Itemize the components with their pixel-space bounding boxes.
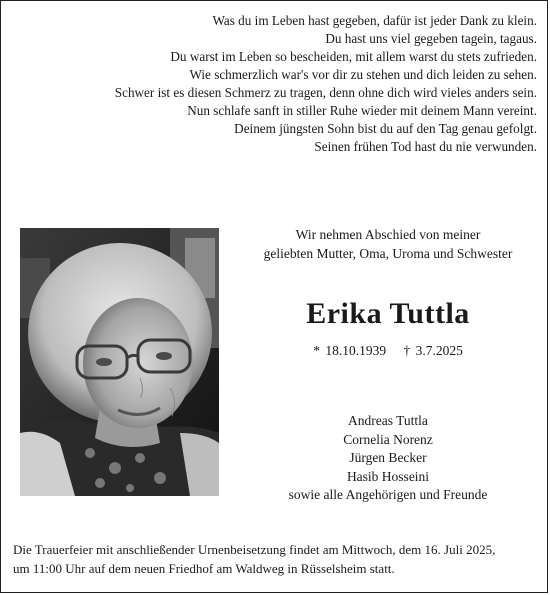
death-date: † 3.7.2025 bbox=[403, 343, 463, 358]
portrait-image bbox=[20, 228, 219, 496]
poem-line: Du warst im Leben so bescheiden, mit allem warst du stets zufrieden. bbox=[170, 49, 537, 64]
mourner-name: Cornelia Norenz bbox=[343, 431, 433, 447]
intro-line: Wir nehmen Abschied von meiner bbox=[295, 227, 481, 242]
mourners-list bbox=[233, 412, 543, 505]
mourner-name: sowie alle Angehörigen und Freunde bbox=[288, 487, 488, 502]
birth-date: * 18.10.1939 bbox=[313, 343, 387, 358]
memorial-poem bbox=[7, 12, 537, 156]
life-dates bbox=[233, 343, 543, 359]
portrait-photo bbox=[20, 228, 219, 496]
intro-line: geliebten Mutter, Oma, Uroma und Schwester bbox=[263, 246, 513, 261]
funeral-line: Die Trauerfeier mit anschließender Urnenbeisetzung findet am Mittwoch, dem 16. Juli 2025, bbox=[13, 542, 496, 557]
poem-line: Du hast uns viel gegeben tagein, tagaus. bbox=[325, 31, 537, 46]
deceased-name: Erika Tuttla bbox=[306, 297, 470, 330]
farewell-intro bbox=[233, 225, 543, 263]
funeral-details bbox=[13, 541, 543, 578]
poem-line: Was du im Leben hast gegeben, dafür ist jeder Dank zu klein. bbox=[212, 13, 537, 28]
mourner-name: Hasib Hosseini bbox=[346, 468, 430, 484]
poem-line: Seinen frühen Tod hast du nie verwunden. bbox=[314, 139, 537, 154]
poem-line: Schwer ist es diesen Schmerz zu tragen, denn ohne dich wird vieles anders sein. bbox=[114, 85, 537, 100]
mourner-name: Jürgen Becker bbox=[349, 450, 427, 465]
poem-line: Nun schlafe sanft in stiller Ruhe wieder mit deinem Mann vereint. bbox=[187, 103, 537, 118]
poem-line: Wie schmerzlich war's vor dir zu stehen und dich leiden zu sehen. bbox=[189, 67, 537, 82]
poem-line: Deinem jüngsten Sohn bist du auf den Tag genau gefolgt. bbox=[234, 121, 537, 136]
mourner-name: Andreas Tuttla bbox=[348, 413, 428, 428]
funeral-line: um 11:00 Uhr auf dem neuen Friedhof am Waldweg in Rüsselsheim statt. bbox=[13, 560, 395, 576]
